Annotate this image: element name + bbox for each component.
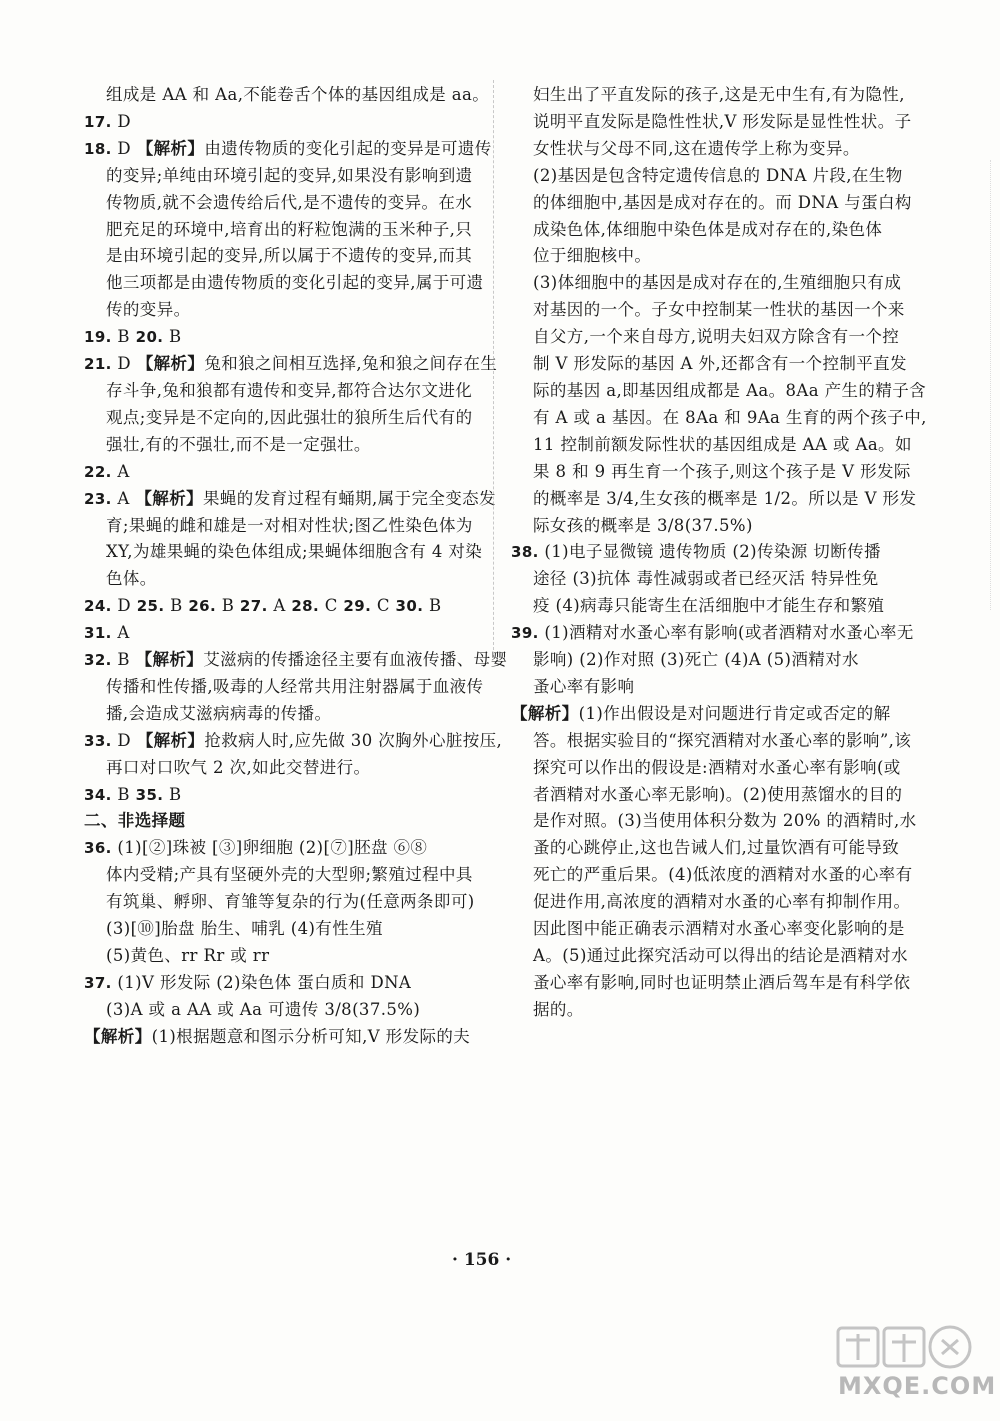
answer-stamp-watermark-icon (818, 1320, 988, 1415)
answer-line (511, 405, 927, 432)
page-number: · 156 · (452, 1250, 512, 1270)
answer-text: C (319, 596, 344, 616)
answer-text: (1)作出假设是对问题进行肯定或否定的解 (578, 703, 891, 723)
answer-line (84, 997, 480, 1024)
answer-line (511, 324, 900, 351)
left-column (84, 82, 508, 1051)
answer-text: (3)体细胞中的基因是成对存在的,生殖细胞只有成 (533, 273, 902, 293)
answer-text: A (111, 461, 130, 481)
answer-text: B (164, 596, 189, 616)
question-number: 35. (135, 785, 164, 804)
answer-text: 答。根据实验目的“探究酒精对水蚤心率的影响”,该 (533, 730, 912, 750)
answer-line (511, 243, 887, 270)
answer-text: 对基因的一个。子女中控制某一性状的基因一个来 (533, 300, 905, 320)
question-number: 21. (84, 355, 112, 374)
answer-text: 兔和狼之间相互选择,兔和狼之间存在生 (204, 354, 498, 374)
section-title: 二、非选择题 (84, 811, 186, 831)
answer-line (84, 136, 492, 163)
answer-text: 蚤心率有影响 (533, 676, 635, 696)
question-number: 20. (135, 328, 164, 347)
answer-text: 再口对口吹气 2 次,如此交替进行。 (106, 757, 371, 777)
answer-text: D (111, 111, 132, 131)
answer-line (511, 566, 887, 593)
answer-text: 强壮,有的不强壮,而不是一定强壮。 (106, 434, 371, 454)
question-number: 38. (511, 543, 539, 562)
answer-text: (2)基因是包含特定遗传信息的 DNA 片段,在生物 (533, 165, 903, 185)
answer-line (84, 513, 480, 540)
answer-text: D (111, 354, 137, 374)
answer-line (84, 109, 480, 136)
answer-text: B (111, 784, 136, 804)
answer-text: 的概率是 3/4,生女孩的概率是 1/2。所以是 V 形发 (533, 488, 917, 508)
answer-line (511, 486, 917, 513)
answer-text: B (163, 327, 182, 347)
answer-line (511, 513, 887, 540)
answer-line (84, 647, 508, 674)
answer-text: D (111, 138, 137, 158)
answer-text: 11 控制前额发际性状的基因组成是 AA 或 Aa。如 (533, 434, 912, 454)
question-number: 22. (84, 462, 112, 481)
answer-text: 传的变异。 (106, 300, 191, 320)
answer-text: 促进作用,高浓度的酒精对水蚤的心率有抑制作用。 (533, 892, 911, 912)
answer-line (511, 728, 912, 755)
answer-text: 自父方,一个来自母方,说明夫妇双方除含有一个控 (533, 327, 900, 347)
answer-text: B (111, 327, 136, 347)
answer-text: A。(5)通过此探究活动可以得出的结论是酒精对水 (533, 946, 908, 965)
answer-line (84, 701, 480, 728)
answer-line (511, 970, 911, 997)
watermark-text: MXQE.COM (838, 1372, 997, 1400)
analysis-tag: 【解析】 (511, 703, 579, 723)
answer-text: 果蝇的发育过程有蛹期,属于完全变态发 (203, 488, 496, 508)
question-number: 31. (84, 624, 112, 643)
analysis-tag: 【解析】 (135, 650, 204, 670)
answer-line (511, 163, 903, 190)
answer-text: 疫 (4)病毒只能寄生在活细胞中才能生存和繁殖 (533, 596, 885, 616)
answer-line (511, 351, 907, 378)
answer-line (84, 486, 496, 513)
answer-text: 育;果蝇的雌和雄是一对相对性状;图乙性染色体为 (106, 515, 473, 535)
answer-line (84, 539, 483, 566)
answer-line (511, 82, 905, 109)
answer-line (511, 539, 887, 566)
question-number: 17. (84, 112, 112, 131)
answer-line (84, 728, 503, 755)
answer-text: 说明平直发际是隐性性状,V 形发际是显性性状。子 (533, 111, 912, 131)
answer-line (511, 862, 913, 889)
answer-line (511, 647, 887, 674)
answer-line (511, 459, 911, 486)
analysis-tag: 【解析】 (136, 354, 205, 374)
answer-line (84, 351, 498, 378)
answer-line (84, 943, 480, 970)
answer-text: (3)A 或 a AA 或 Aa 可遗传 3/8(37.5%) (106, 999, 421, 1019)
question-number: 37. (84, 973, 112, 992)
answer-text: 蚤心率有影响,同时也证明禁止酒后驾车是有科学依 (533, 972, 911, 992)
answer-text: 者酒精对水蚤心率无影响)。(2)使用蒸馏水的目的 (533, 784, 903, 804)
answer-text: 因此图中能正确表示酒精对水蚤心率变化影响的是 (533, 919, 905, 939)
question-number: 36. (84, 839, 112, 858)
answer-text: 体内受精;产具有坚硬外壳的大型卵;繁殖过程中具 (106, 865, 473, 885)
answer-line (84, 243, 480, 270)
answer-text: 蚤的心跳停止,这也告诫人们,过量饮酒有可能导致 (533, 838, 900, 858)
answer-line (84, 782, 480, 809)
answer-line (84, 1024, 480, 1051)
answer-text: 播,会造成艾滋病病毒的传播。 (106, 703, 332, 723)
answer-line (84, 297, 480, 324)
answer-text: 存斗争,兔和狼都有遗传和变异,都符合达尔文进化 (106, 380, 473, 400)
answer-line (511, 835, 900, 862)
question-number: 30. (395, 597, 424, 616)
question-number: 18. (84, 139, 112, 158)
answer-text: 有 A 或 a 基因。在 8Aa 和 9Aa 生育的两个孩子中, (533, 407, 927, 427)
answer-line (84, 835, 480, 862)
answer-line (511, 378, 927, 405)
answer-line (84, 862, 480, 889)
answer-text: 位于细胞核中。 (533, 246, 652, 266)
answer-text: 际的基因 a,即基因组成都是 Aa。8Aa 产生的精子含 (533, 380, 927, 400)
answer-text: D (111, 730, 137, 750)
answer-line (511, 889, 911, 916)
answer-line (511, 270, 902, 297)
answer-line (84, 378, 480, 405)
answer-text: 传物质,就不会遗传给后代,是不遗传的变异。在水 (106, 192, 473, 212)
answer-text: A (111, 623, 130, 643)
answer-text: 探究可以作出的假设是:酒精对水蚤心率有影响(或 (533, 757, 901, 777)
answer-line (84, 82, 490, 109)
answer-text: 成染色体,体细胞中染色体是成对存在的,染色体 (533, 219, 883, 239)
answer-text: 影响) (2)作对照 (3)死亡 (4)A (5)酒精对水 (533, 650, 859, 670)
answer-line (84, 755, 480, 782)
answer-line (511, 109, 912, 136)
answer-line (511, 136, 887, 163)
answer-line (511, 674, 887, 701)
answer-text: 肥充足的环境中,培育出的籽粒饱满的玉米种子,只 (106, 219, 473, 239)
analysis-tag: 【解析】 (135, 488, 203, 508)
answer-line (511, 620, 914, 647)
answer-text: 女性状与父母不同,这在遗传学上称为变异。 (533, 138, 860, 158)
answer-line (511, 701, 891, 728)
answer-text: (1)[②]珠被 [③]卵细胞 (2)[⑦]胚盘 ⑥⑧ (111, 838, 428, 858)
answer-text: 观点;变异是不定向的,因此强壮的狼所生后代有的 (106, 407, 473, 427)
analysis-tag: 【解析】 (136, 138, 205, 158)
answer-text: (1)酒精对水蚤心率有影响(或者酒精对水蚤心率无 (538, 623, 914, 643)
answer-text: D (111, 596, 137, 616)
answer-line (84, 916, 480, 943)
answer-line (84, 459, 480, 486)
column-divider (493, 80, 494, 660)
answer-line (511, 297, 905, 324)
answer-line (84, 217, 480, 244)
answer-text: B (423, 596, 442, 616)
section-heading (84, 808, 480, 835)
scan-edge-mark (990, 160, 994, 610)
answer-line (511, 217, 887, 244)
answer-text: 组成是 AA 和 Aa,不能卷舌个体的基因组成是 aa。 (106, 85, 490, 104)
answer-line (84, 270, 484, 297)
question-number: 19. (84, 328, 112, 347)
question-number: 25. (136, 597, 165, 616)
answer-text: 制 V 形发际的基因 A 外,还都含有一个控制平直发 (533, 354, 907, 374)
answer-line (84, 566, 480, 593)
answer-text: XY,为雄果蝇的染色体组成;果蝇体细胞含有 4 对染 (106, 542, 483, 562)
answer-line (511, 755, 901, 782)
answer-text: 死亡的严重后果。(4)低浓度的酒精对水蚤的心率有 (533, 865, 913, 885)
question-number: 27. (239, 597, 268, 616)
answer-line (511, 190, 912, 217)
answer-text: 途径 (3)抗体 毒性减弱或者已经灭活 特异性免 (533, 569, 879, 589)
answer-line (511, 432, 912, 459)
answer-text: 是由环境引起的变异,所以属于不遗传的变异,而其 (106, 246, 473, 266)
answer-text: 抢救病人时,应先做 30 次胸外心脏按压, (204, 730, 503, 750)
answer-text: 是作对照。(3)当使用体积分数为 20% 的酒精时,水 (533, 811, 917, 831)
question-number: 34. (84, 785, 112, 804)
answer-line (511, 808, 917, 835)
question-number: 33. (84, 731, 112, 750)
answer-line (511, 782, 903, 809)
answer-text: C (371, 596, 396, 616)
answer-line (511, 943, 908, 970)
answer-text: (1)根据题意和图示分析可知,V 形发际的夫 (151, 1026, 471, 1046)
answer-text: 妇生出了平直发际的孩子,这是无中生有,有为隐性, (533, 85, 905, 104)
analysis-tag: 【解析】 (84, 1026, 152, 1046)
answer-line (84, 593, 480, 620)
right-column (511, 82, 927, 1024)
answer-text: (1)V 形发际 (2)染色体 蛋白质和 DNA (111, 972, 412, 992)
answer-line (84, 620, 480, 647)
answer-text: (5)黄色、rr Rr 或 rr (106, 946, 270, 965)
answer-text: (3)[⑩]胎盘 胎生、哺乳 (4)有性生殖 (106, 919, 383, 939)
question-number: 26. (188, 597, 217, 616)
answer-line (84, 970, 480, 997)
answer-text: B (111, 650, 136, 670)
answer-text: 艾滋病的传播途径主要有血液传播、母婴 (203, 650, 508, 670)
answer-text: 由遗传物质的变化引起的变异是可遗传 (204, 138, 492, 158)
question-number: 28. (291, 597, 320, 616)
answer-line (84, 405, 480, 432)
answer-text: 果 8 和 9 再生育一个孩子,则这个孩子是 V 形发际 (533, 461, 911, 481)
answer-text: 的体细胞中,基因是成对存在的。而 DNA 与蛋白构 (533, 192, 912, 212)
answer-line (84, 432, 480, 459)
answer-text: 有筑巢、孵卵、育雏等复杂的行为(任意两条即可) (106, 892, 475, 912)
answer-line (84, 190, 480, 217)
answer-text: (1)电子显微镜 遗传物质 (2)传染源 切断传播 (538, 542, 881, 562)
answer-text: 际女孩的概率是 3/8(37.5%) (533, 515, 753, 535)
question-number: 29. (343, 597, 372, 616)
answer-text: A (267, 596, 292, 616)
answer-line (511, 593, 887, 620)
answer-text: B (216, 596, 240, 616)
answer-text: 据的。 (533, 999, 584, 1019)
answer-line (511, 997, 887, 1024)
answer-text: A (111, 488, 136, 508)
answer-line (84, 674, 484, 701)
answer-line (84, 324, 480, 351)
answer-text: 的变异;单纯由环境引起的变异,如果没有影响到遗 (106, 165, 473, 185)
answer-text: 他三项都是由遗传物质的变化引起的变异,属于可遗 (106, 273, 484, 293)
question-number: 23. (84, 489, 112, 508)
answer-line (84, 889, 480, 916)
analysis-tag: 【解析】 (136, 730, 205, 750)
question-number: 24. (84, 597, 112, 616)
question-number: 32. (84, 651, 112, 670)
question-number: 39. (511, 624, 539, 643)
answer-line (84, 163, 480, 190)
answer-text: B (163, 784, 182, 804)
answer-text: 传播和性传播,吸毒的人经常共用注射器属于血液传 (106, 676, 484, 696)
answer-line (511, 916, 905, 943)
answer-text: 色体。 (106, 569, 157, 589)
